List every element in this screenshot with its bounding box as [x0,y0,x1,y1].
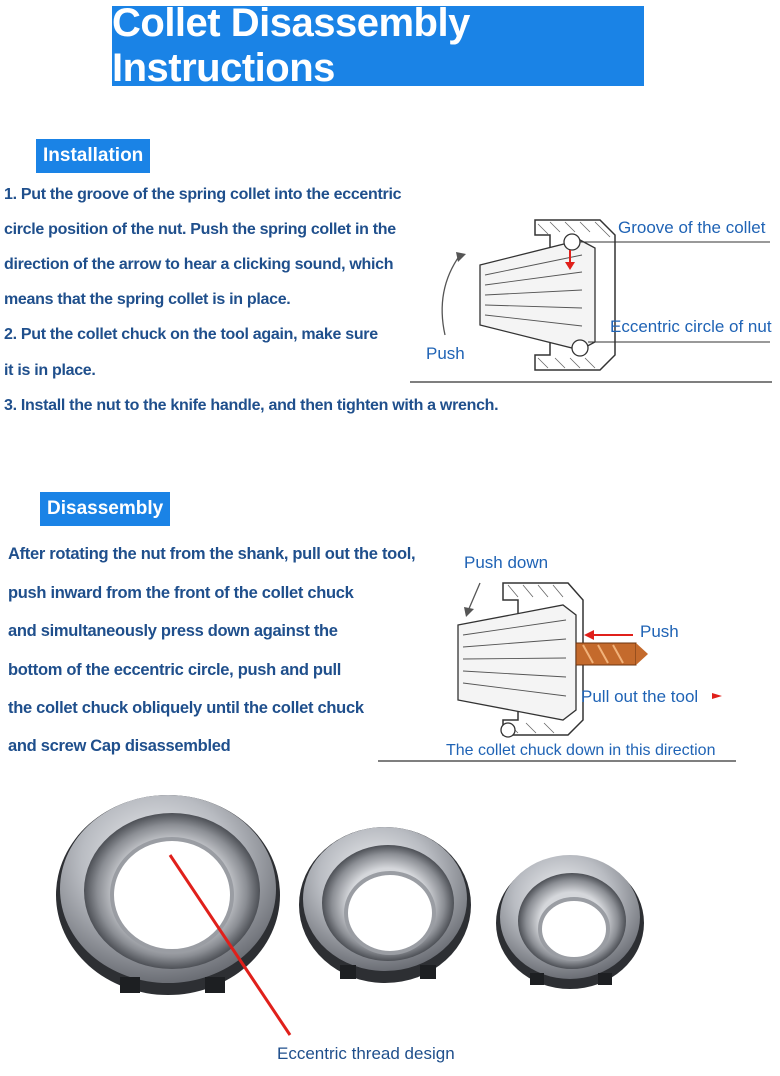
disassembly-line: and simultaneously press down against the [8,622,338,640]
installation-line: it is in place. [4,362,96,379]
small-nut-image [496,855,644,989]
disassembly-line: push inward from the front of the collet chuck [8,584,354,602]
direction-label: The collet chuck down in this direction [446,742,716,759]
photo-caption: Eccentric thread design [277,1044,455,1063]
installation-line: 1. Put the groove of the spring collet into the eccentric [4,186,402,203]
installation-line: means that the spring collet is in place. [4,291,291,308]
collet-nuts-photo [0,795,780,1055]
installation-line: direction of the arrow to hear a clicking sound, which [4,256,394,273]
disassembly-heading: Disassembly [40,492,170,526]
disassembly-diagram [378,575,738,765]
installation-line: 3. Install the nut to the knife handle, and then tighten with a wrench. [4,397,499,414]
push-label: Push [426,344,465,363]
disassembly-line: the collet chuck obliquely until the collet chuck [8,699,364,717]
push-down-label: Push down [464,553,549,572]
disassembly-line: After rotating the nut from the shank, pull out the tool, [8,545,416,563]
disassembly-line: and screw Cap disassembled [8,737,231,755]
medium-nut-image [299,827,471,983]
installation-line: circle position of the nut. Push the spring collet in the [4,221,396,238]
pull-out-label: Pull out the tool [581,687,699,706]
page-title: Collet Disassembly Instructions [112,6,644,86]
installation-heading: Installation [36,139,150,173]
groove-label: Groove of the collet [618,218,766,237]
large-nut-image [56,795,280,995]
disassembly-line: bottom of the eccentric circle, push and pull [8,661,342,679]
installation-line: 2. Put the collet chuck on the tool again, make sure [4,326,378,343]
push-label: Push [640,622,679,641]
eccentric-circle-label: Eccentric circle of nut [610,317,772,336]
